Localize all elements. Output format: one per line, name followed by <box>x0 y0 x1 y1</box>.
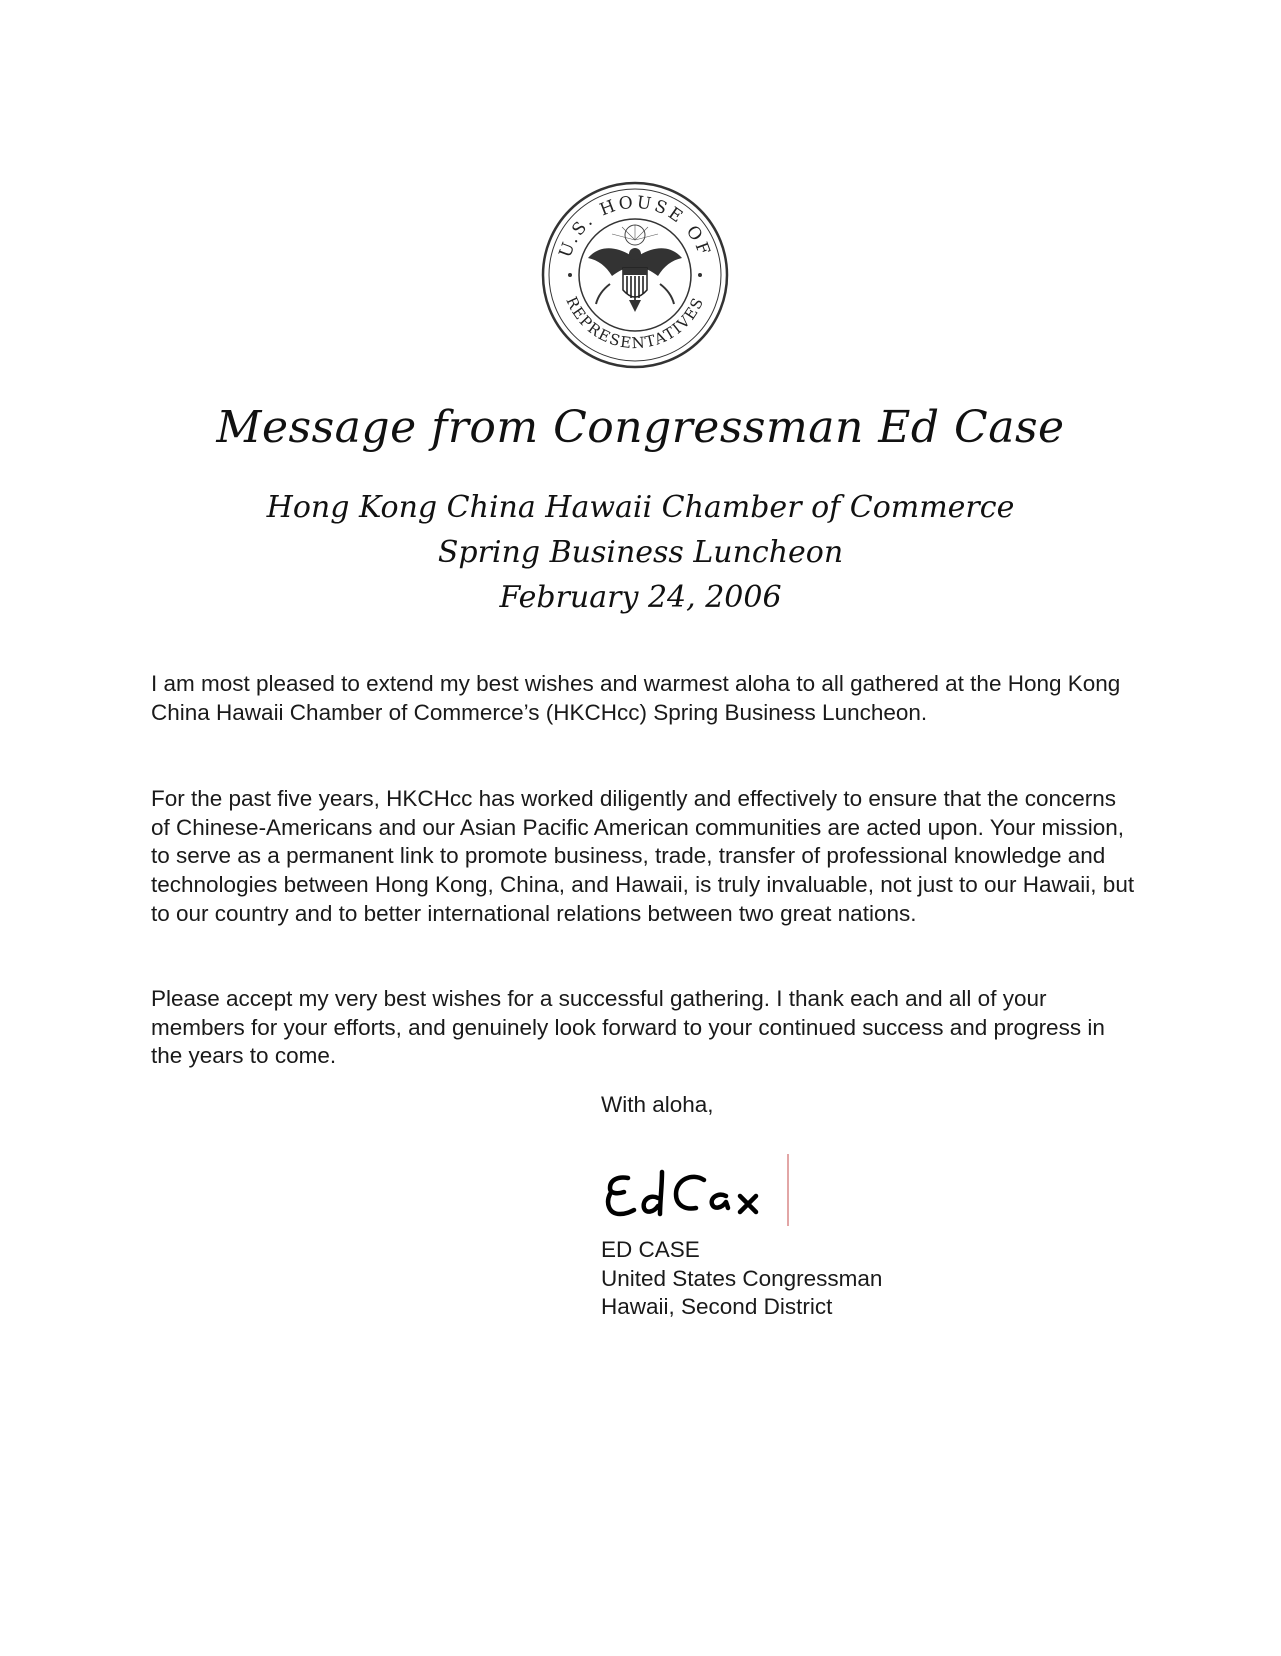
organization-name: Hong Kong China Hawaii Chamber of Commerce <box>266 490 1015 525</box>
svg-text:REPRESENTATIVES: REPRESENTATIVES <box>562 293 708 353</box>
svg-text:U.S. HOUSE OF: U.S. HOUSE OF <box>555 192 715 261</box>
event-date: February 24, 2006 <box>499 580 782 615</box>
letter-title: Message from Congressman Ed Case <box>216 402 1065 453</box>
signature-block <box>601 1236 882 1322</box>
body-paragraph-1: I am most pleased to extend my best wishes and warmest aloha to all gathered at the Hong Kong China Hawaii Chamber of Commerce’s (HKCHcc) Spring Business Luncheon. <box>151 671 1121 725</box>
closing-salutation: With aloha, <box>601 1092 714 1117</box>
handwritten-signature <box>600 1150 810 1230</box>
body-paragraph-2: For the past five years, HKCHcc has worked diligently and effectively to ensure that the concerns of Chinese-Americans and our Asian Pacific American communities are acted upon. Your mission, to serve as a permanent link to promote business, trade, transfer of professional knowledge and technologies between Hong Kong, China, and Hawaii, is truly invaluable, not just to our Hawaii, but to our country and to better international relations between two great nations. <box>151 786 1135 926</box>
house-seal-icon <box>540 180 730 370</box>
signer-district: Hawaii, Second District <box>601 1294 833 1320</box>
signer-title: United States Congressman <box>601 1265 883 1291</box>
body-paragraph-3: Please accept my very best wishes for a successful gathering. I thank each and all of your members for your efforts, and genuinely look forward to your continued success and progress in the years to come. <box>151 986 1105 1069</box>
signer-name: ED CASE <box>601 1237 700 1262</box>
event-name: Spring Business Luncheon <box>437 535 844 570</box>
